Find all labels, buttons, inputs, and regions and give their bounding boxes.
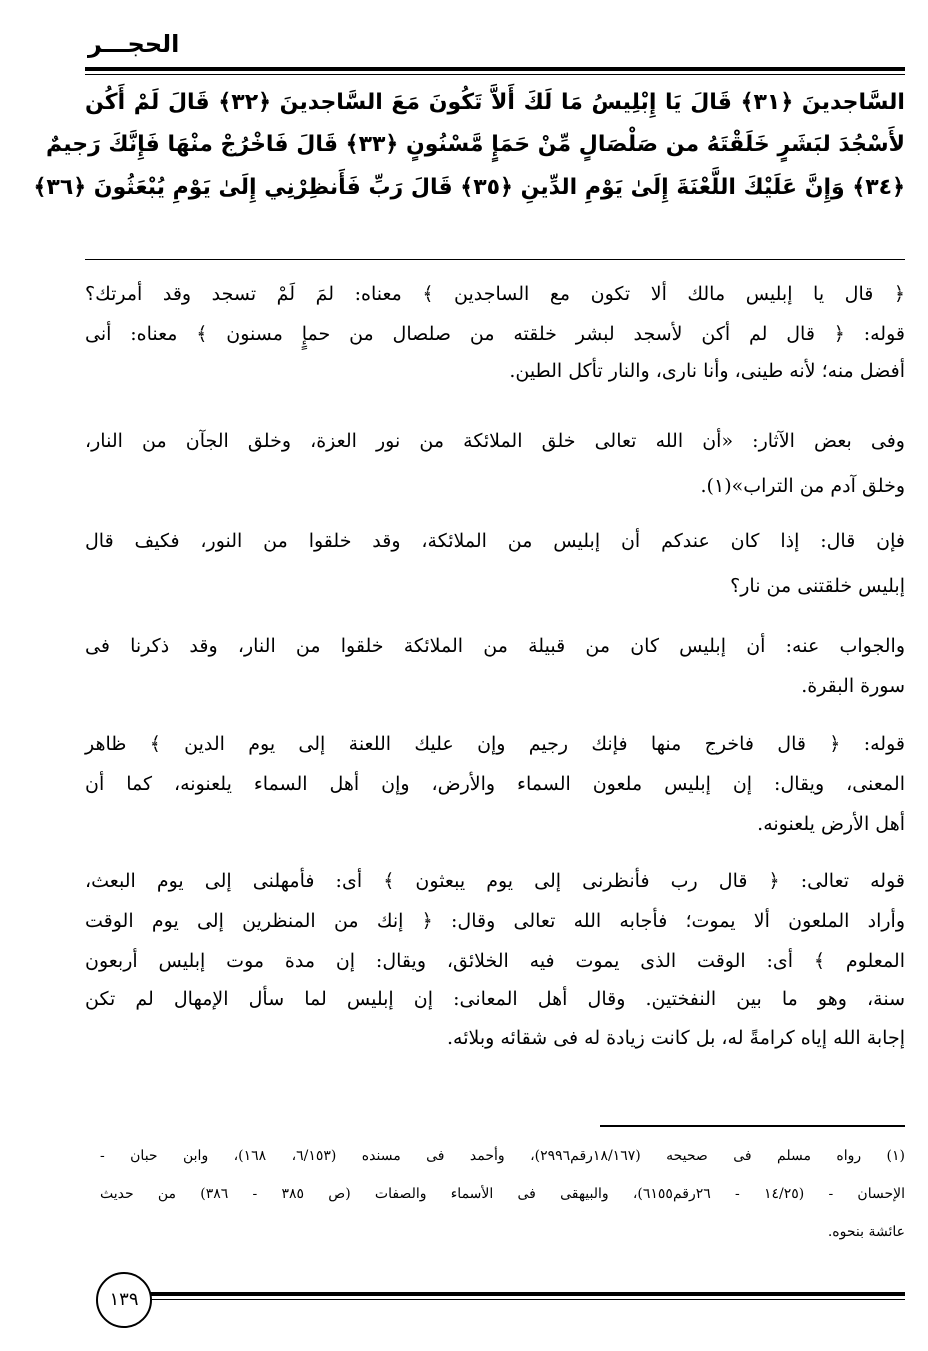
body-line: إبليس خلقتنى من نار؟ <box>730 575 905 597</box>
header-rule-thin <box>85 74 905 75</box>
footnote-line: عائشة بنحوه. <box>827 1224 905 1240</box>
footnote-line: الإحسان - (١٤/٢٥ - ٢٦رقم٦١٥٥)، والبيهقى فى الأسماء والصفات (ص ٣٨٥ - ٣٨٦) من حديث <box>100 1186 905 1202</box>
verse-line: لأَسْجُدَ لبَشَرٍ خَلَقْتَهُ من صَلْصَالٍ مِّنْ حَمَإٍ مَّسْنُونٍ ﴿٣٣﴾ قَالَ فَاخْرُجْ منْهَا فَإِنَّكَ رَجيمٌ <box>46 132 905 157</box>
body-line: وخلق آدم من التراب»(١). <box>700 475 905 497</box>
body-line: قوله: ﴿ قال فاخرج منها فإنك رجيم وإن عليك اللعنة إلى يوم الدين ﴾ ظاهر <box>85 733 905 755</box>
body-line: أهل الأرض يلعنونه. <box>757 813 905 835</box>
body-line: إجابة الله إياه كرامةً له، بل كانت زيادة له فى شقائه وبلائه. <box>447 1027 905 1049</box>
body-line: المعنى، ويقال: إن إبليس ملعون السماء والأرض، وإن أهل السماء يلعنونه، كما أن <box>85 773 905 795</box>
body-line: والجواب عنه: أن إبليس كان من قبيلة من الملائكة خلقوا من النار، وقد ذكرنا فى <box>85 635 905 657</box>
surah-header: الحجـــر <box>88 30 180 58</box>
verse-line: السَّاجدينَ ﴿٣١﴾ قَالَ يَا إِبْلِيسُ مَا لَكَ أَلاَّ تَكُونَ مَعَ السَّاجدينَ ﴿٣٢﴾ قَالَ لَمْ أَكُن <box>85 90 905 115</box>
body-line: وأراد الملعون ألا يموت؛ فأجابه الله تعالى وقال: ﴿ إنك من المنظرين إلى يوم الوقت <box>85 910 905 932</box>
header-rule <box>85 67 905 71</box>
body-line: وفى بعض الآثار: «أن الله تعالى خلق الملائكة من نور العزة، وخلق الجآن من النار، <box>85 430 905 452</box>
footer-rule-thin <box>150 1299 905 1300</box>
body-line: سنة، وهو ما بين النفختين. وقال أهل المعانى: إن إبليس لما سأل الإمهال لم تكن <box>85 988 905 1010</box>
body-line: ﴿ قال يا إبليس مالك ألا تكون مع الساجدين ﴾ معناه: لمَ لَمْ تسجد وقد أمرتك؟ <box>85 283 905 305</box>
body-line: فإن قال: إذا كان عندكم أن إبليس من الملائكة، وقد خلقوا من النور، فكيف قال <box>85 530 905 552</box>
footer-rule <box>150 1292 905 1296</box>
footnote-rule <box>600 1125 905 1127</box>
body-line: قوله: ﴿ قال لم أكن لأسجد لبشر خلقته من صلصال من حمإٍ مسنون ﴾ معناه: أنى <box>85 323 905 345</box>
body-line: أفضل منه؛ لأنه طينى، وأنا نارى، والنار تأكل الطين. <box>509 360 905 382</box>
page-number: ١٣٩ <box>96 1272 152 1328</box>
footnote-line: (١) رواه مسلم فى صحيحه (١٨/١٦٧رقم٢٩٩٦)، وأحمد فى مسنده (٦/١٥٣، ١٦٨)، وابن حبان - <box>100 1148 906 1164</box>
verse-divider <box>85 259 905 260</box>
body-line: سورة البقرة. <box>801 675 905 697</box>
body-line: المعلوم ﴾ أى: الوقت الذى يموت فيه الخلائق، ويقال: إن مدة موت إبليس أربعون <box>85 950 905 972</box>
body-line: قوله تعالى: ﴿ قال رب فأنظرنى إلى يوم يبعثون ﴾ أى: فأمهلنى إلى يوم البعث، <box>85 870 905 892</box>
verse-line: ﴿٣٤﴾ وَإِنَّ عَلَيْكَ اللَّعْنَةَ إِلَىٰ يَوْمِ الدِّينِ ﴿٣٥﴾ قَالَ رَبِّ فَأَنظِرْنِي إِلَىٰ يَوْمِ يُبْعَثُونَ ﴿٣٦﴾ <box>33 175 905 200</box>
